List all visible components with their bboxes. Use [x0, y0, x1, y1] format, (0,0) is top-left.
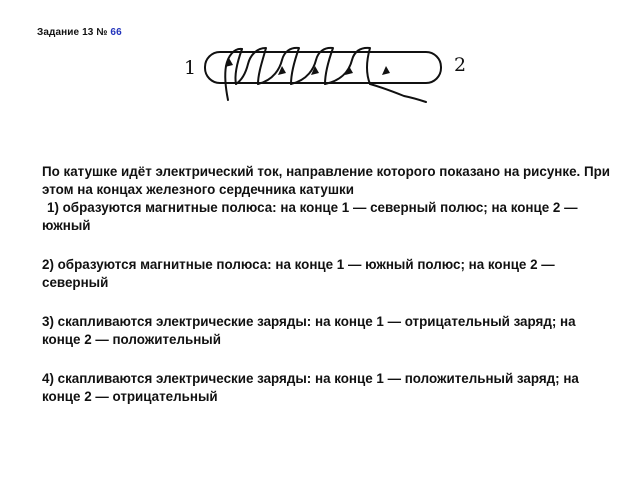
- end-1-label: 1: [184, 57, 197, 79]
- end-2-label: 2: [454, 54, 467, 76]
- answer-option-2: 2) образуются магнитные полюса: на конце 1 — южный полюс; на конце 2 — северный: [42, 257, 555, 290]
- question-text: По катушке идёт электрический ток, направление которого показано на рисунке. При этом на концах железного сердечника катушки: [42, 164, 611, 197]
- coil-figure: [178, 40, 478, 110]
- answer-option-1: 1) образуются магнитные полюса: на конце 1 — северный полюс; на конце 2 — южный: [42, 200, 578, 233]
- coil-wire: [225, 48, 426, 102]
- problem-body: [42, 163, 612, 406]
- task-number-link[interactable]: 66: [110, 27, 122, 38]
- coil-diagram: [178, 40, 478, 110]
- arrow-icon: [382, 66, 390, 75]
- task-label: Задание 13 №: [37, 27, 108, 38]
- answer-option-4: 4) скапливаются электрические заряды: на конце 1 — положительный заряд; на конце 2 — отрицательный: [42, 371, 579, 404]
- answer-option-3: 3) скапливаются электрические заряды: на конце 1 — отрицательный заряд; на конце 2 — положительный: [42, 314, 576, 347]
- task-header: [37, 27, 122, 38]
